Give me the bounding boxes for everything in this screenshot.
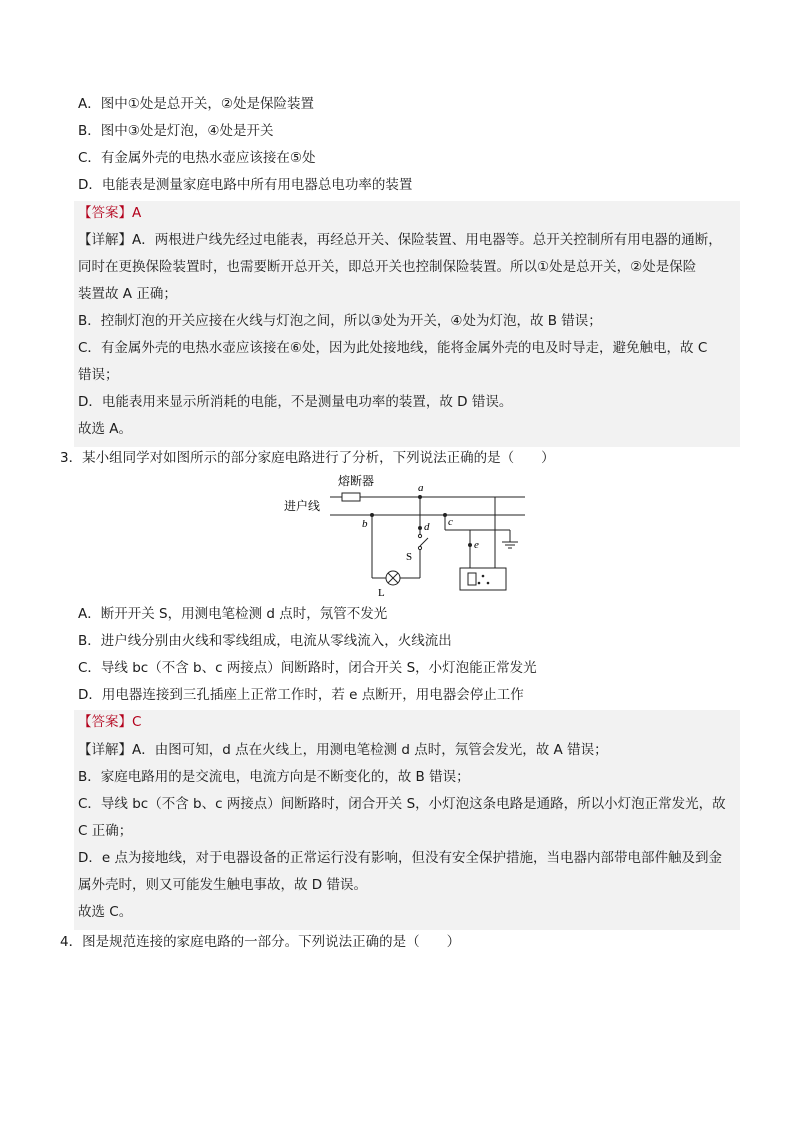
q2-option-d: D．电能表是测量家庭电路中所有用电器总电功率的装置 [78, 177, 413, 193]
fuse-label: 熔断器 [338, 474, 375, 488]
circuit-diagram [270, 470, 540, 600]
q2-option-a: A．图中①处是总开关，②处是保险装置 [78, 96, 314, 112]
q2-conclusion: 故选 A。 [78, 421, 133, 437]
q2-detail-line: C．有金属外壳的电热水壶应该接在⑥处，因为此处接地线，能将金属外壳的电及时导走，避免触电，故 C [78, 340, 708, 356]
detail-text: A．两根进户线先经过电能表，再经总开关、保险装置、用电器等。总开关控制所有用电器的通断， [132, 232, 722, 248]
q3-conclusion: 故选 C。 [78, 904, 133, 920]
fuse-symbol [342, 493, 360, 501]
q2-detail-line [78, 230, 722, 250]
answer-value: C [132, 714, 142, 730]
q3-option-a: A．断开开关 S，用测电笔检测 d 点时，氖管不发光 [78, 606, 388, 622]
point-c-label: c [448, 516, 453, 528]
q2-detail-line: 错误； [78, 367, 119, 383]
answer-label: 【答案】 [78, 714, 132, 730]
q2-option-c: C．有金属外壳的电热水壶应该接在⑤处 [78, 150, 316, 166]
answer-value: A [132, 205, 142, 221]
q4-stem: 4．图是规范连接的家庭电路的一部分。下列说法正确的是（ ） [60, 934, 461, 950]
q3-detail-line: 属外壳时，则又可能发生触电事故，故 D 错误。 [78, 877, 367, 893]
q3-detail-line: D．e 点为接地线，对于电器设备的正常运行没有影响，但没有安全保护措施，当电器内部带电部件触及到金 [78, 850, 722, 866]
q2-detail-line: 装置故 A 正确； [78, 286, 177, 302]
q3-detail-line: C．导线 bc（不含 b、c 两接点）间断路时，闭合开关 S，小灯泡这条电路是通路，所以小灯泡正常发光，故 [78, 796, 726, 812]
answer-label: 【答案】 [78, 205, 132, 221]
point-e-label: e [474, 539, 479, 551]
three-pin-socket [460, 568, 506, 590]
q3-detail-line: C 正确； [78, 823, 133, 839]
detail-label: 【详解】 [78, 742, 132, 758]
q3-answer [78, 712, 141, 732]
q2-option-b: B．图中③处是灯泡，④处是开关 [78, 123, 274, 139]
point-d-label: d [424, 521, 430, 533]
q3-detail-line: B．家庭电路用的是交流电，电流方向是不断变化的，故 B 错误； [78, 769, 470, 785]
q3-option-b: B．进户线分别由火线和零线组成，电流从零线流入，火线流出 [78, 633, 452, 649]
q3-option-d: D．用电器连接到三孔插座上正常工作时，若 e 点断开，用电器会停止工作 [78, 687, 524, 703]
q2-detail-line: B．控制灯泡的开关应接在火线与灯泡之间，所以③处为开关，④处为灯泡，故 B 错误； [78, 313, 602, 329]
switch-label: S [406, 551, 413, 563]
q2-detail-line: D．电能表用来显示所消耗的电能，不是测量电功率的装置，故 D 错误。 [78, 394, 513, 410]
q3-stem: 3．某小组同学对如图所示的部分家庭电路进行了分析，下列说法正确的是（ ） [60, 450, 555, 466]
q3-option-c: C．导线 bc（不含 b、c 两接点）间断路时，闭合开关 S，小灯泡能正常发光 [78, 660, 537, 676]
switch-symbol [420, 538, 428, 546]
lamp-label: L [378, 587, 385, 599]
incoming-label: 进户线 [284, 499, 321, 513]
q3-detail-line [78, 740, 608, 760]
q2-detail-line: 同时在更换保险装置时，也需要断开总开关，即总开关也控制保险装置。所以①处是总开关，②处是保险 [78, 259, 697, 275]
detail-text: A．由图可知，d 点在火线上，用测电笔检测 d 点时，氖管会发光，故 A 错误； [132, 742, 608, 758]
detail-label: 【详解】 [78, 232, 132, 248]
point-b-label: b [362, 518, 368, 530]
q2-answer [78, 203, 141, 223]
point-a-label: a [418, 482, 424, 494]
